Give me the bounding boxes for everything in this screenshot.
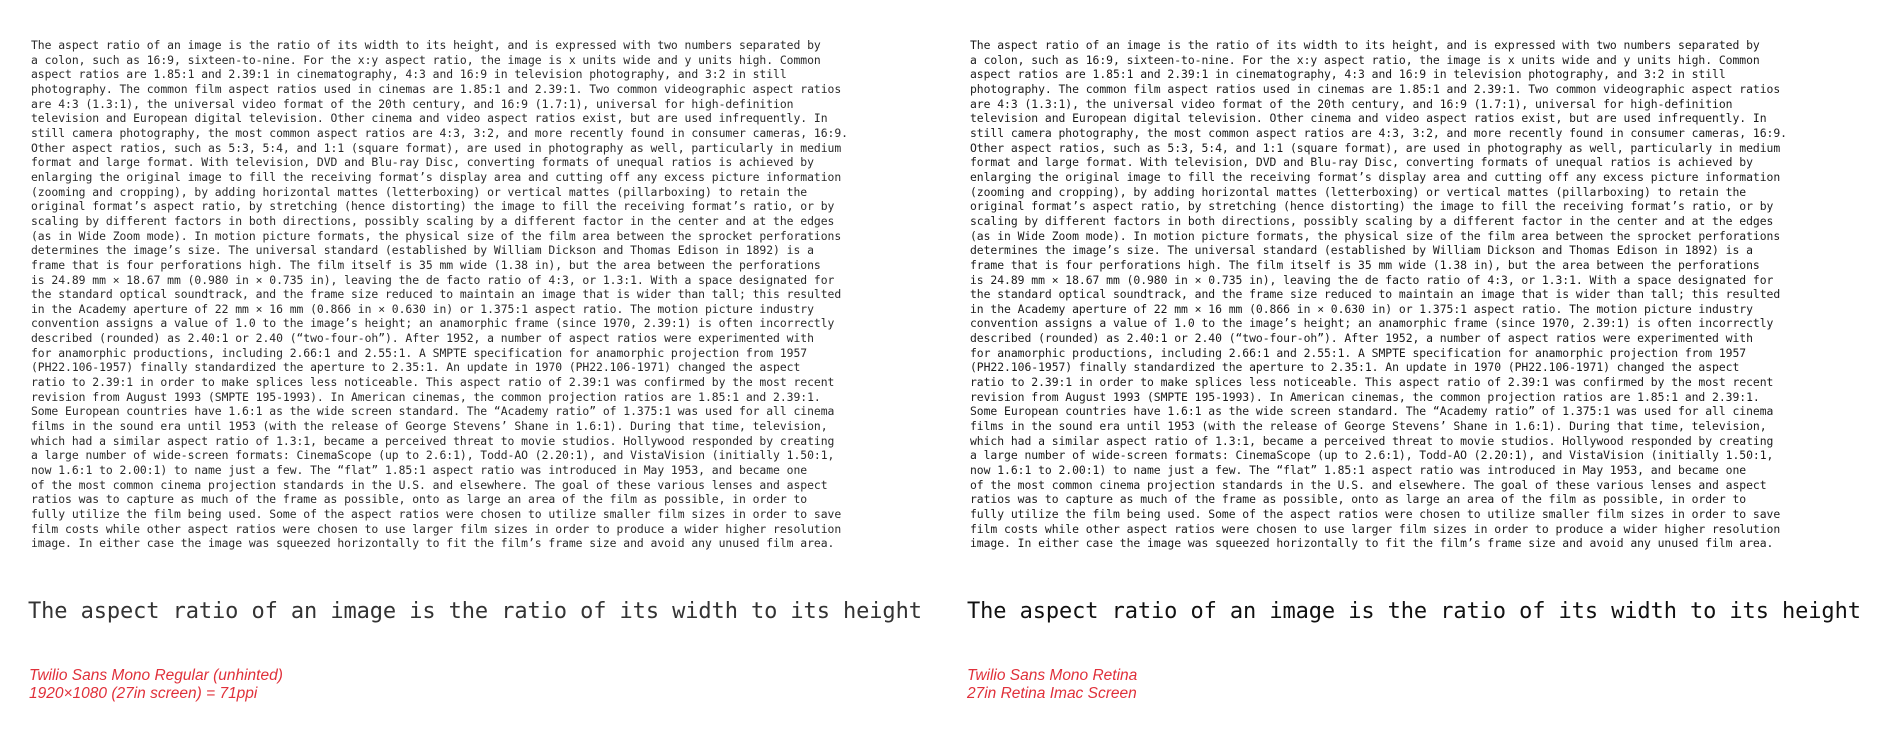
left-caption-font-name: Twilio Sans Mono Regular (unhinted) [29,667,283,684]
left-caption-screen-info: 1920×1080 (27in screen) = 71ppi [29,685,258,702]
right-headline: The aspect ratio of an image is the ratio of its width to its height [967,599,1861,624]
right-body-text: The aspect ratio of an image is the ratio of its width to its height, and is expressed with two numbers separated by a colon, such as 16:9, sixteen-to-nine. For the x:y aspect ratio, the image is x units wide and y units high. Common aspect ratios are 1.85:1 and 2.39:1 in cinematography, 4:3 and 16:9 in television photography, and 3:2 in still photography. The common film aspect ratios used in cinemas are 1.85:1 and 2.39:1. Two common videographic aspect ratios are 4:3 (1.3:1), the universal video format of the 20th century, and 16:9 (1.7:1), universal for high-definition television and European digital television. Other cinema and video aspect ratios exist, but are used infrequently. In still camera photography, the most common aspect ratios are 4:3, 3:2, and more recently found in consumer cameras, 16:9. Other aspect ratios, such as 5:3, 5:4, and 1:1 (square format), are used in photography as well, particularly in medium format and large format. With television, DVD and Blu-ray Disc, converting formats of unequal ratios is achieved by enlarging the original image to fill the receiving format’s display area and cutting off any excess picture information (zooming and cropping), by adding horizontal mattes (letterboxing) or vertical mattes (pillarboxing) to retain the original format’s aspect ratio, by stretching (hence distorting) the image to fill the receiving format’s ratio, or by scaling by different factors in both directions, possibly scaling by a different factor in the center and at the edges (as in Wide Zoom mode). In motion picture formats, the physical size of the film area between the sprocket perforations determines the image’s size. The universal standard (established by William Dickson and Thomas Edison in 1892) is a frame that is four perforations high. The film itself is 35 mm wide (1.38 in), but the area between the perforations is 24.89 mm × 18.67 mm (0.980 in × 0.735 in), leaving the de facto ratio of 4:3, or 1.3:1. With a space designated for the standard optical soundtrack, and the frame size reduced to maintain an image that is wider than tall; this resulted in the Academy aperture of 22 mm × 16 mm (0.866 in × 0.630 in) or 1.375:1 aspect ratio. The motion picture industry convention assigns a value of 1.0 to the image’s height; an anamorphic frame (since 1970, 2.39:1) is often incorrectly described (rounded) as 2.40:1 or 2.40 (“two-four-oh”). After 1952, a number of aspect ratios were experimented with for anamorphic productions, including 2.66:1 and 2.55:1. A SMPTE specification for anamorphic projection from 1957 (PH22.106-1957) finally standardized the aperture to 2.35:1. An update in 1970 (PH22.106-1971) changed the aspect ratio to 2.39:1 in order to make splices less noticeable. This aspect ratio of 2.39:1 was confirmed by the most recent revision from August 1993 (SMPTE 195-1993). In American cinemas, the common projection ratios are 1.85:1 and 2.39:1. Some European countries have 1.6:1 as the wide screen standard. The “Academy ratio” of 1.375:1 was used for all cinema films in the sound era until 1953 (with the release of George Stevens’ Shane in 1.6:1). During that time, television, which had a similar aspect ratio of 1.3:1, became a perceived threat to movie studios. Hollywood responded by creating a large number of wide-screen formats: CinemaScope (up to 2.6:1), Todd-AO (2.20:1), and VistaVision (initially 1.50:1, now 1.6:1 to 2.00:1) to name just a few. The “flat” 1.85:1 aspect ratio was introduced in May 1953, and became one of the most common cinema projection standards in the U.S. and elsewhere. The goal of these various lenses and aspect ratios was to capture as much of the frame as possible, onto as large an area of the film as possible, in order to fully utilize the film being used. Some of the aspect ratios were chosen to utilize smaller film sizes in order to save film costs while other aspect ratios were chosen to use larger film sizes in order to produce a wider higher resolution image. In either case the image was squeezed horizontally to fit the film’s frame size and avoid any unused film area. [970,38,1787,551]
left-headline: The aspect ratio of an image is the ratio of its width to its height [28,599,922,624]
right-specimen-panel [970,38,1870,551]
right-caption-font-name: Twilio Sans Mono Retina [967,667,1138,684]
right-caption [967,667,1137,703]
left-caption [29,667,283,703]
left-body-text: The aspect ratio of an image is the ratio of its width to its height, and is expressed with two numbers separated by a colon, such as 16:9, sixteen-to-nine. For the x:y aspect ratio, the image is x units wide and y units high. Common aspect ratios are 1.85:1 and 2.39:1 in cinematography, 4:3 and 16:9 in television photography, and 3:2 in still photography. The common film aspect ratios used in cinemas are 1.85:1 and 2.39:1. Two common videographic aspect ratios are 4:3 (1.3:1), the universal video format of the 20th century, and 16:9 (1.7:1), universal for high-definition television and European digital television. Other cinema and video aspect ratios exist, but are used infrequently. In still camera photography, the most common aspect ratios are 4:3, 3:2, and more recently found in consumer cameras, 16:9. Other aspect ratios, such as 5:3, 5:4, and 1:1 (square format), are used in photography as well, particularly in medium format and large format. With television, DVD and Blu-ray Disc, converting formats of unequal ratios is achieved by enlarging the original image to fill the receiving format’s display area and cutting off any excess picture information (zooming and cropping), by adding horizontal mattes (letterboxing) or vertical mattes (pillarboxing) to retain the original format’s aspect ratio, by stretching (hence distorting) the image to fill the receiving format’s ratio, or by scaling by different factors in both directions, possibly scaling by a different factor in the center and at the edges (as in Wide Zoom mode). In motion picture formats, the physical size of the film area between the sprocket perforations determines the image’s size. The universal standard (established by William Dickson and Thomas Edison in 1892) is a frame that is four perforations high. The film itself is 35 mm wide (1.38 in), but the area between the perforations is 24.89 mm × 18.67 mm (0.980 in × 0.735 in), leaving the de facto ratio of 4:3, or 1.3:1. With a space designated for the standard optical soundtrack, and the frame size reduced to maintain an image that is wider than tall; this resulted in the Academy aperture of 22 mm × 16 mm (0.866 in × 0.630 in) or 1.375:1 aspect ratio. The motion picture industry convention assigns a value of 1.0 to the image’s height; an anamorphic frame (since 1970, 2.39:1) is often incorrectly described (rounded) as 2.40:1 or 2.40 (“two-four-oh”). After 1952, a number of aspect ratios were experimented with for anamorphic productions, including 2.66:1 and 2.55:1. A SMPTE specification for anamorphic projection from 1957 (PH22.106-1957) finally standardized the aperture to 2.35:1. An update in 1970 (PH22.106-1971) changed the aspect ratio to 2.39:1 in order to make splices less noticeable. This aspect ratio of 2.39:1 was confirmed by the most recent revision from August 1993 (SMPTE 195-1993). In American cinemas, the common projection ratios are 1.85:1 and 2.39:1. Some European countries have 1.6:1 as the wide screen standard. The “Academy ratio” of 1.375:1 was used for all cinema films in the sound era until 1953 (with the release of George Stevens’ Shane in 1.6:1). During that time, television, which had a similar aspect ratio of 1.3:1, became a perceived threat to movie studios. Hollywood responded by creating a large number of wide-screen formats: CinemaScope (up to 2.6:1), Todd-AO (2.20:1), and VistaVision (initially 1.50:1, now 1.6:1 to 2.00:1) to name just a few. The “flat” 1.85:1 aspect ratio was introduced in May 1953, and became one of the most common cinema projection standards in the U.S. and elsewhere. The goal of these various lenses and aspect ratios was to capture as much of the frame as possible, onto as large an area of the film as possible, in order to fully utilize the film being used. Some of the aspect ratios were chosen to utilize smaller film sizes in order to save film costs while other aspect ratios were chosen to use larger film sizes in order to produce a wider higher resolution image. In either case the image was squeezed horizontally to fit the film’s frame size and avoid any unused film area. [31,38,848,551]
left-specimen-panel [31,38,931,551]
right-caption-screen-info: 27in Retina Imac Screen [967,685,1137,702]
